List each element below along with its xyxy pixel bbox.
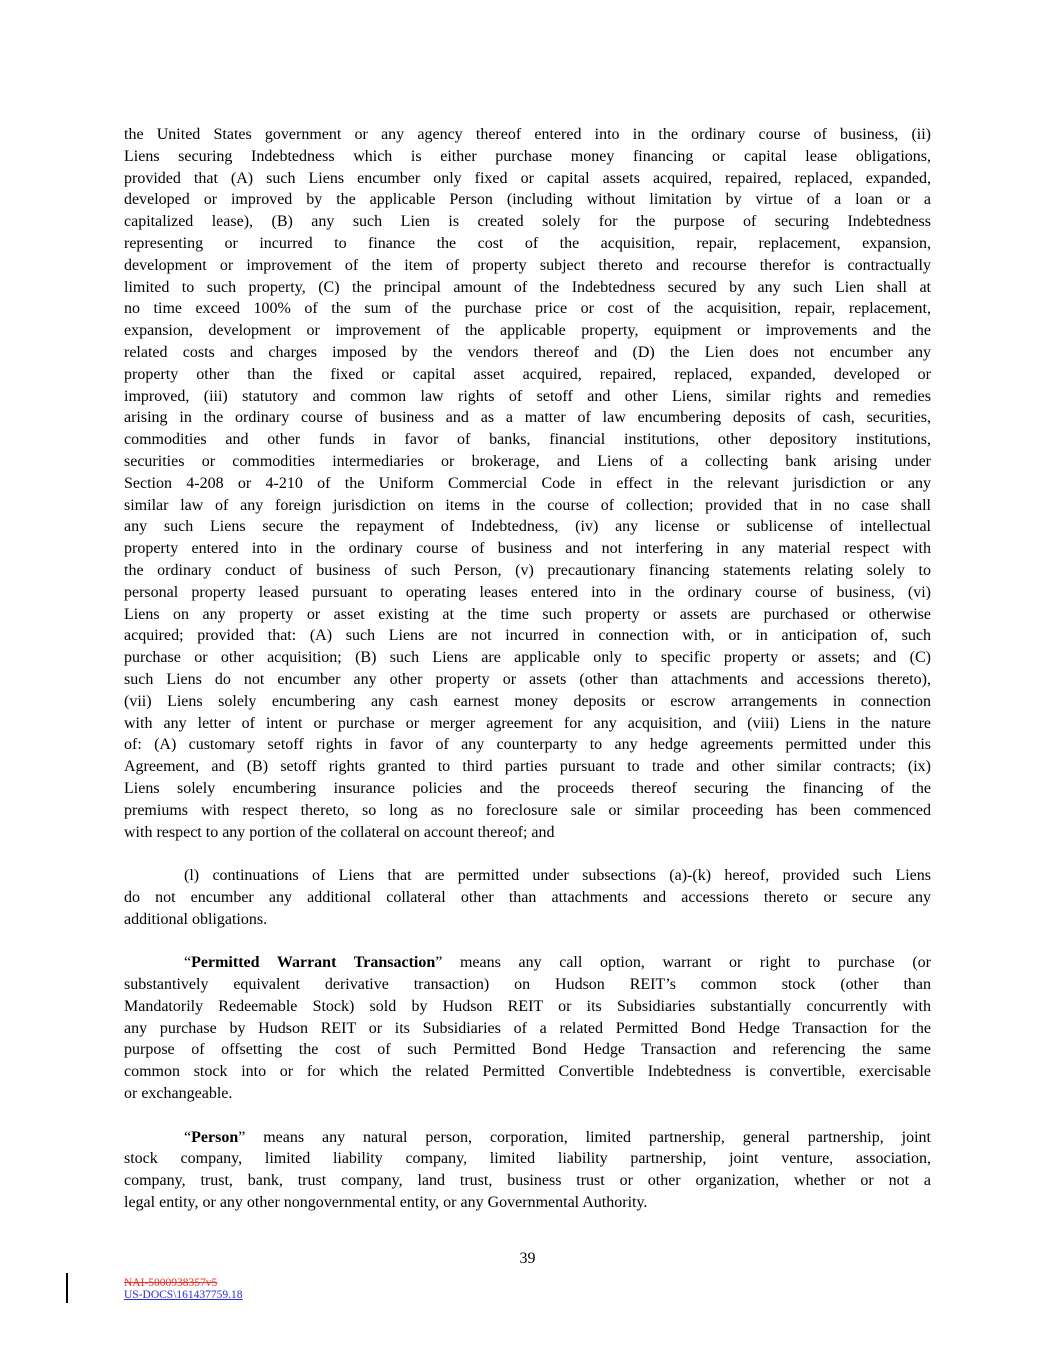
paragraph (124, 124, 931, 843)
text-line: capitalized lease), (B) any such Lien is created solely for the purpose of securing Indebtedness (124, 213, 931, 231)
change-bar (66, 1273, 68, 1303)
text-line: property entered into in the ordinary course of business and not interfering in any material respect with (124, 540, 931, 558)
text-line: any such Liens secure the repayment of Indebtedness, (iv) any license or sublicense of intellectual (124, 518, 931, 536)
defined-term: Permitted Warrant Transaction (191, 954, 436, 972)
text-line: premiums with respect thereto, so long as no foreclosure sale or similar proceeding has been commenced (124, 801, 931, 819)
text-line: related costs and charges imposed by the vendors thereof and (D) the Lien does not encumber any (124, 343, 931, 361)
text-line: personal property leased pursuant to operating leases entered into in the ordinary course of business, (vi) (124, 583, 931, 601)
text-line: Section 4-208 or 4-210 of the Uniform Commercial Code in effect in the relevant jurisdiction or any (124, 474, 931, 492)
text-line: (l) continuations of Liens that are permitted under subsections (a)-(k) hereof, provided such Liens (184, 867, 931, 885)
text-segment: ” means any call option, warrant or right to purchase (or (435, 954, 931, 972)
text-line: securities or commodities intermediaries or brokerage, and Liens of a collecting bank arising under (124, 452, 931, 470)
footer-doc-ids (124, 1277, 243, 1301)
inserted-doc-id: US-DOCS\161437759.18 (124, 1289, 243, 1301)
text-line: similar law of any foreign jurisdiction on items in the course of collection; provided that in no case shall (124, 496, 931, 514)
text-line: Liens securing Indebtedness which is either purchase money financing or capital lease obligations, (124, 147, 931, 165)
text-line: commodities and other funds in favor of banks, financial institutions, other depository institutions, (124, 431, 931, 449)
text-line: representing or incurred to finance the cost of the acquisition, repair, replacement, expansion, (124, 234, 931, 252)
text-line: the ordinary conduct of business of such Person, (v) precautionary financing statements relating solely to (124, 561, 931, 579)
text-line: with any letter of intent or purchase or merger agreement for any acquisition, and (viii) Liens in the nature (124, 714, 931, 732)
text-line: of: (A) customary setoff rights in favor of any counterparty to any hedge agreements permitted under this (124, 736, 931, 754)
text-line: Mandatorily Redeemable Stock) sold by Hudson REIT or its Subsidiaries substantially concurrently with (124, 997, 931, 1015)
text-segment: “ (184, 954, 192, 972)
text-line: Liens on any property or asset existing at the time such property or assets are purchased or otherwise (124, 605, 931, 623)
text-line: purpose of offsetting the cost of such Permitted Bond Hedge Transaction and referencing the same (124, 1041, 931, 1059)
text-line: Liens solely encumbering insurance policies and the proceeds thereof securing the financing of the (124, 779, 931, 797)
text-line: company, trust, bank, trust company, land trust, business trust or other organization, whether or not a (124, 1172, 931, 1190)
text-line: additional obligations. (124, 910, 268, 928)
text-line: (vii) Liens solely encumbering any cash earnest money deposits or escrow arrangements in connection (124, 692, 931, 710)
text-line (124, 1127, 931, 1149)
text-line: improved, (iii) statutory and common law rights of setoff and other Liens, similar rights and remedies (124, 387, 931, 405)
text-line: substantively equivalent derivative transaction) on Hudson REIT’s common stock (other than (124, 976, 931, 994)
deleted-doc-id: NAI-5000938357v5 (124, 1277, 218, 1289)
text-line: any purchase by Hudson REIT or its Subsidiaries of a related Permitted Bond Hedge Transaction for the (124, 1019, 931, 1037)
text-line: purchase or other acquisition; (B) such Liens are applicable only to specific property or assets; and (C) (124, 649, 931, 667)
text-line: development or improvement of the item of property subject thereto and recourse therefor is contractually (124, 256, 931, 274)
text-line: property other than the fixed or capital asset acquired, repaired, replaced, expanded, developed or (124, 365, 931, 383)
text-line: or exchangeable. (124, 1085, 233, 1103)
text-line: expansion, development or improvement of the applicable property, equipment or improvements and the (124, 322, 931, 340)
text-line: Agreement, and (B) setoff rights granted to third parties pursuant to trade and other similar contracts; (ix) (124, 758, 931, 776)
paragraph (124, 1127, 931, 1214)
text-line: provided that (A) such Liens encumber only fixed or capital assets acquired, repaired, replaced, expanded, (124, 169, 931, 187)
defined-term: Person (191, 1128, 239, 1146)
text-segment: “ (184, 1128, 192, 1146)
document-body (124, 124, 931, 1236)
text-line: common stock into or for which the related Permitted Convertible Indebtedness is convertible, exercisable (124, 1063, 931, 1081)
page-number: 39 (519, 1250, 536, 1267)
paragraph (124, 952, 931, 1105)
text-line: stock company, limited liability company, limited liability partnership, joint venture, association, (124, 1150, 931, 1168)
text-line: no time exceed 100% of the sum of the purchase price or cost of the acquisition, repair, replacement, (124, 300, 931, 318)
text-line: limited to such property, (C) the principal amount of the Indebtedness secured by any such Lien shall at (124, 278, 931, 296)
text-line: arising in the ordinary course of business and as a matter of law encumbering deposits of cash, securities, (124, 409, 931, 427)
text-line: such Liens do not encumber any other property or assets (other than attachments and accessions thereto), (124, 670, 931, 688)
text-line: developed or improved by the applicable Person (including without limitation by virtue of a loan or a (124, 191, 931, 209)
text-line: acquired; provided that: (A) such Liens are not incurred in connection with, or in anticipation of, such (124, 627, 931, 645)
text-line: the United States government or any agency thereof entered into in the ordinary course of business, (ii) (124, 126, 931, 143)
text-line: legal entity, or any other nongovernmental entity, or any Governmental Authority. (124, 1194, 648, 1212)
paragraph (124, 865, 931, 930)
text-line: with respect to any portion of the collateral on account thereof; and (124, 823, 555, 841)
text-segment: ” means any natural person, corporation, limited partnership, general partnership, joint (238, 1128, 931, 1146)
text-line (124, 952, 931, 974)
text-line: do not encumber any additional collateral other than attachments and accessions thereto or secure any (124, 888, 931, 906)
